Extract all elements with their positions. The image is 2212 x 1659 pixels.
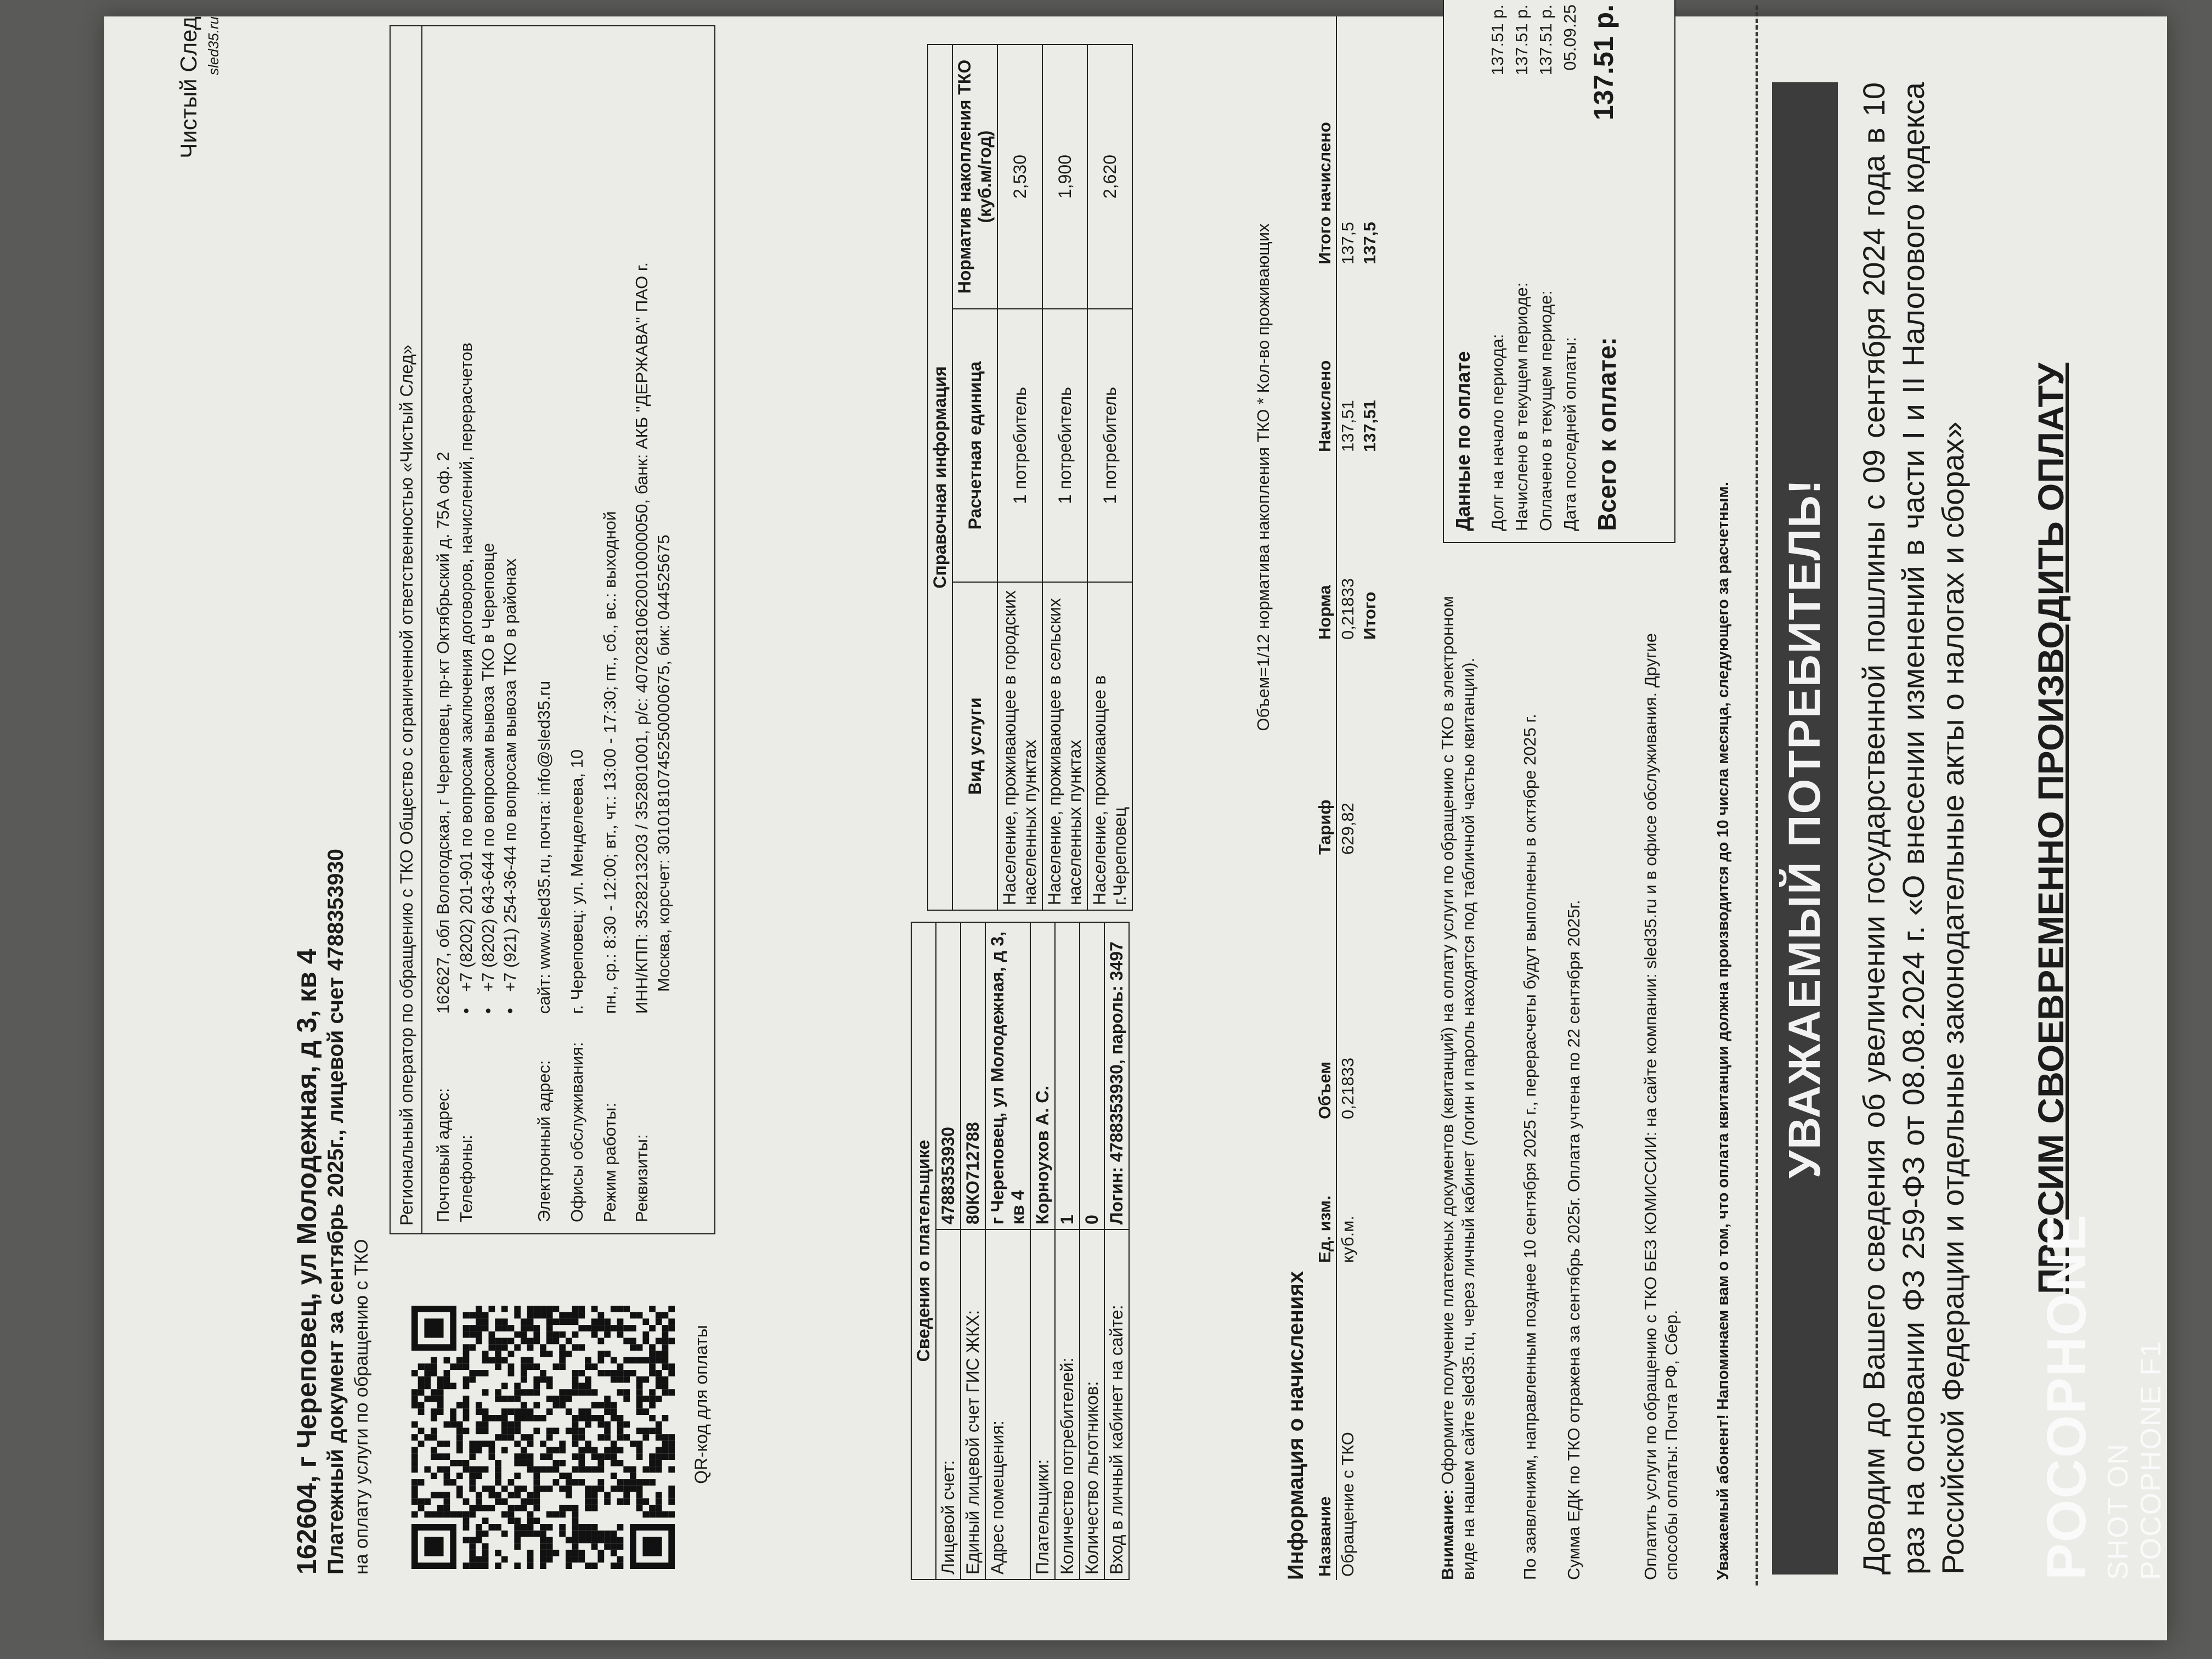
- charges-cell: куб.м.: [1338, 1215, 1357, 1263]
- payer-label: Количество льготников:: [1080, 1229, 1104, 1579]
- table-row: [1055, 922, 1080, 1579]
- bullet-icon: •: [478, 1008, 498, 1014]
- payer-label: Единый лицевой счет ГИС ЖКХ:: [961, 1229, 985, 1579]
- table-row: [985, 922, 1030, 1579]
- payer-name: Корноухов А. С.: [1030, 922, 1055, 1229]
- header-address: 162604, г Череповец, ул Молодежная, д 3, кв 4: [291, 949, 322, 1575]
- charges-header: Итого начислено: [1314, 16, 1336, 268]
- operator-value-email: сайт: www.sled35.ru, почта: info@sled35.ru: [534, 680, 554, 1014]
- charges-cell: Обращение с ТКО: [1338, 1432, 1357, 1577]
- payment-value-charged: 137.51 р.: [1512, 4, 1531, 76]
- charges-header: Тариф: [1314, 643, 1336, 858]
- payer-label: Количество потребителей:: [1055, 1229, 1080, 1579]
- payment-label: Долг на начало периода:: [1488, 334, 1507, 531]
- table-row: [997, 44, 1042, 910]
- operator-title: Региональный оператор по обращению с ТКО Общество с ограниченной ответственностью «Чистый След»: [391, 26, 422, 1233]
- payment-total-label: Всего к оплате:: [1593, 337, 1621, 531]
- camera-watermark: [2035, 1213, 2167, 1580]
- operator-value-requisites: ИНН/КПП: 3528213203 / 352801001, р/с: 40702810620010000050, банк: АКБ "ДЕРЖАВА" ПАО г.: [632, 262, 651, 1014]
- charges-header: Объем: [1314, 858, 1336, 1122]
- reference-table: [927, 44, 1133, 911]
- reference-cell: 1 потребитель: [1087, 309, 1132, 582]
- payer-gis-account: 80КО712788: [961, 922, 985, 1229]
- reference-header: Вид услуги: [952, 582, 997, 910]
- payer-label: Плательщики:: [1030, 1229, 1055, 1579]
- charges-total-value-right: 137,5: [1360, 222, 1379, 264]
- reference-header: Норматив накопления ТКО (куб.м/год): [952, 44, 997, 309]
- announcement-banner: УВАЖАЕМЫЙ ПОТРЕБИТЕЛЬ!: [1772, 82, 1838, 1575]
- table-row: [961, 922, 985, 1579]
- table-row: [1080, 922, 1104, 1579]
- charges-cell: 0,21833: [1338, 1057, 1357, 1119]
- charges-header: Ед. изм.: [1314, 1122, 1336, 1266]
- payment-qr-code[interactable]: [411, 1240, 675, 1569]
- payer-label: Адрес помещения:: [985, 1229, 1030, 1579]
- table-row: [1030, 922, 1055, 1579]
- charges-total-label: Итого: [1360, 591, 1379, 640]
- operator-value-requisites-2: Москва, корсчет: 30101810745250000675, бик: 044525675: [654, 534, 673, 992]
- operator-value-postal: 162627, обл Вологодская, г Череповец, пр-кт Октябрьский д. 75А оф. 2: [433, 452, 453, 1014]
- table-row: [1104, 922, 1129, 1579]
- pay-ways-notice: Оплатить услуги по обращению с ТКО БЕЗ КОМИССИИ: на сайте компании: sled35.ru и в офисе обслуживания. Другие способы оплаты: Почта РФ, Сбер.: [1641, 633, 1681, 1580]
- payment-label: Оплачено в текущем периоде:: [1536, 290, 1555, 531]
- reference-cell: Население, проживающее в г.Череповец: [1087, 582, 1132, 910]
- logo-name: Чистый След: [176, 16, 201, 159]
- operator-label-offices: Офисы обслуживания:: [567, 1042, 586, 1222]
- edk-notice: Сумма ЕДК по ТКО отражена за сентябрь 2025г. Оплата учтена по 22 сентября 2025г.: [1564, 900, 1583, 1580]
- charges-cell: 137,5: [1338, 222, 1357, 264]
- operator-label-hours: Режим работы:: [600, 1102, 619, 1222]
- watermark-shot: SHOT ON POCOPHONE F1: [2102, 1340, 2167, 1580]
- reference-cell: 1 потребитель: [997, 309, 1042, 582]
- reference-cell: 1 потребитель: [1042, 309, 1087, 582]
- bullet-icon: •: [500, 1008, 520, 1014]
- operator-phone-3: +7 (921) 254-36-44 по вопросам вывоза ТКО в районах: [500, 558, 520, 992]
- payment-document: [104, 4, 2167, 1640]
- header-document-title: Платежный документ за сентябрь 2025г., лицевой счет 4788353930: [324, 849, 348, 1575]
- bullet-icon: •: [456, 1008, 476, 1014]
- payer-label: Лицевой счет:: [936, 1229, 961, 1579]
- charges-cell: 0,21833: [1338, 578, 1357, 640]
- reference-header: Расчетная единица: [952, 309, 997, 582]
- charges-title: Информация о начислениях: [1284, 1271, 1308, 1580]
- table-row: [1087, 44, 1132, 910]
- table-row: [1042, 44, 1087, 910]
- charges-header: Название: [1314, 1266, 1336, 1580]
- recalc-notice: По заявлениям, направленным позднее 10 сентября 2025 г., перерасчеты будут выполнены в октябре 2025 г.: [1520, 714, 1539, 1580]
- operator-label-phones: Телефоны:: [456, 1135, 476, 1222]
- operator-value-offices: г. Череповец: ул. Менделеева, 10: [567, 749, 586, 1014]
- payment-label: Дата последней оплаты:: [1560, 337, 1579, 531]
- announcement-call: ПРОСИМ СВОЕВРЕМЕННО ПРОИЗВОДИТЬ ОПЛАТУ: [2030, 363, 2071, 1294]
- operator-label-requisites: Реквизиты:: [632, 1134, 651, 1222]
- payer-table-title: Сведения о плательщике: [911, 922, 936, 1579]
- payment-value-paid: 137.51 р.: [1536, 4, 1555, 76]
- operator-phone-2: +7 (8202) 643-644 по вопросам вывоза ТКО в Череповце: [478, 543, 498, 992]
- payment-label: Начислено в текущем периоде:: [1512, 282, 1531, 531]
- payment-total-value: 137.51 р.: [1588, 4, 1619, 121]
- reference-table-title: Справочная информация: [928, 44, 952, 910]
- payment-value-last-date: 05.09.25: [1560, 4, 1579, 71]
- payer-label: Вход в личный кабинет на сайте:: [1104, 1229, 1129, 1579]
- reference-cell: 2,620: [1087, 44, 1132, 309]
- charges-table: [1314, 16, 1381, 1580]
- payment-title: Данные по оплате: [1452, 351, 1474, 531]
- attention-label: Внимание:: [1438, 1489, 1457, 1580]
- charges-cell: 629,82: [1338, 803, 1357, 855]
- charges-total-value: 137,51: [1360, 400, 1379, 452]
- table-row: [936, 922, 961, 1579]
- announcement-text: Доводим до Вашего сведения об увеличении государственной пошлины с 09 сентября 2024 года в 10 раз на основании ФЗ 259-ФЗ от 08.08.2024 г. «О внесении изменений в части I и II Налогового кодекса Российской Федерации и отдельные законодательные акты о налогах и сборах»: [1857, 82, 1970, 1575]
- table-row: [1336, 16, 1359, 1580]
- qr-caption: QR-код для оплаты: [691, 1325, 711, 1484]
- attention-notice: [1437, 582, 1479, 1580]
- payer-beneficiaries: 0: [1080, 922, 1104, 1229]
- qr-code-icon: [411, 1306, 675, 1569]
- watermark-brand: POCOPHONE: [2036, 1213, 2097, 1580]
- header-subtitle: на оплату услуги по обращению с ТКО: [351, 1239, 372, 1575]
- operator-phone-1: +7 (8202) 201-901 по вопросам заключения договоров, начислений, перерасчетов: [456, 342, 476, 992]
- charges-header: Начислено: [1314, 268, 1336, 455]
- reminder-notice: Уважаемый абонент! Напоминаем вам о том, что оплата квитанции должна производится до 10 числа месяца, следующего за расчетным.: [1714, 482, 1732, 1580]
- reference-cell: Население, проживающее в сельских населенных пунктах: [1042, 582, 1087, 910]
- payment-data-block: [1443, 0, 1675, 543]
- attention-text: Оформите получение платежных документов (квитанций) на оплату услуги по обращению с ТКО в электронном виде на нашем сайте sled35.ru, через личный кабинет (логин и пароль находятся под табличной частью квитанции).: [1438, 596, 1478, 1580]
- charges-header: Норма: [1314, 455, 1336, 643]
- company-logo: [176, 16, 222, 225]
- payer-account: 4788353930: [936, 922, 961, 1229]
- reference-cell: Население, проживающее в городских населенных пунктах: [997, 582, 1042, 910]
- payment-value-debt: 137.51 р.: [1488, 4, 1507, 76]
- reference-note: Объем=1/12 норматива накопления ТКО * Кол-во проживающих: [1254, 223, 1273, 731]
- operator-value-hours: пн., ср.: 8:30 - 12:00; вт., чт.: 13:00 - 17:30; пт., сб., вс.: выходной: [600, 511, 619, 1014]
- charges-cell: 137,51: [1338, 400, 1357, 452]
- payer-consumers: 1: [1055, 922, 1080, 1229]
- cut-line: [1756, 5, 1758, 1585]
- operator-label-postal: Почтовый адрес:: [433, 1088, 453, 1222]
- logo-site: sled35.ru: [205, 16, 222, 75]
- reference-cell: 1,900: [1042, 44, 1087, 309]
- operator-info-block: [390, 25, 715, 1234]
- payer-address: г Череповец, ул Молодежная, д 3, кв 4: [985, 922, 1030, 1229]
- payer-login: Логин: 4788353930, пароль: 3497: [1104, 922, 1129, 1229]
- payer-table: [911, 922, 1130, 1580]
- reference-cell: 2,530: [997, 44, 1042, 309]
- table-row: [1359, 16, 1381, 1580]
- operator-label-email: Электронный адрес:: [534, 1060, 554, 1222]
